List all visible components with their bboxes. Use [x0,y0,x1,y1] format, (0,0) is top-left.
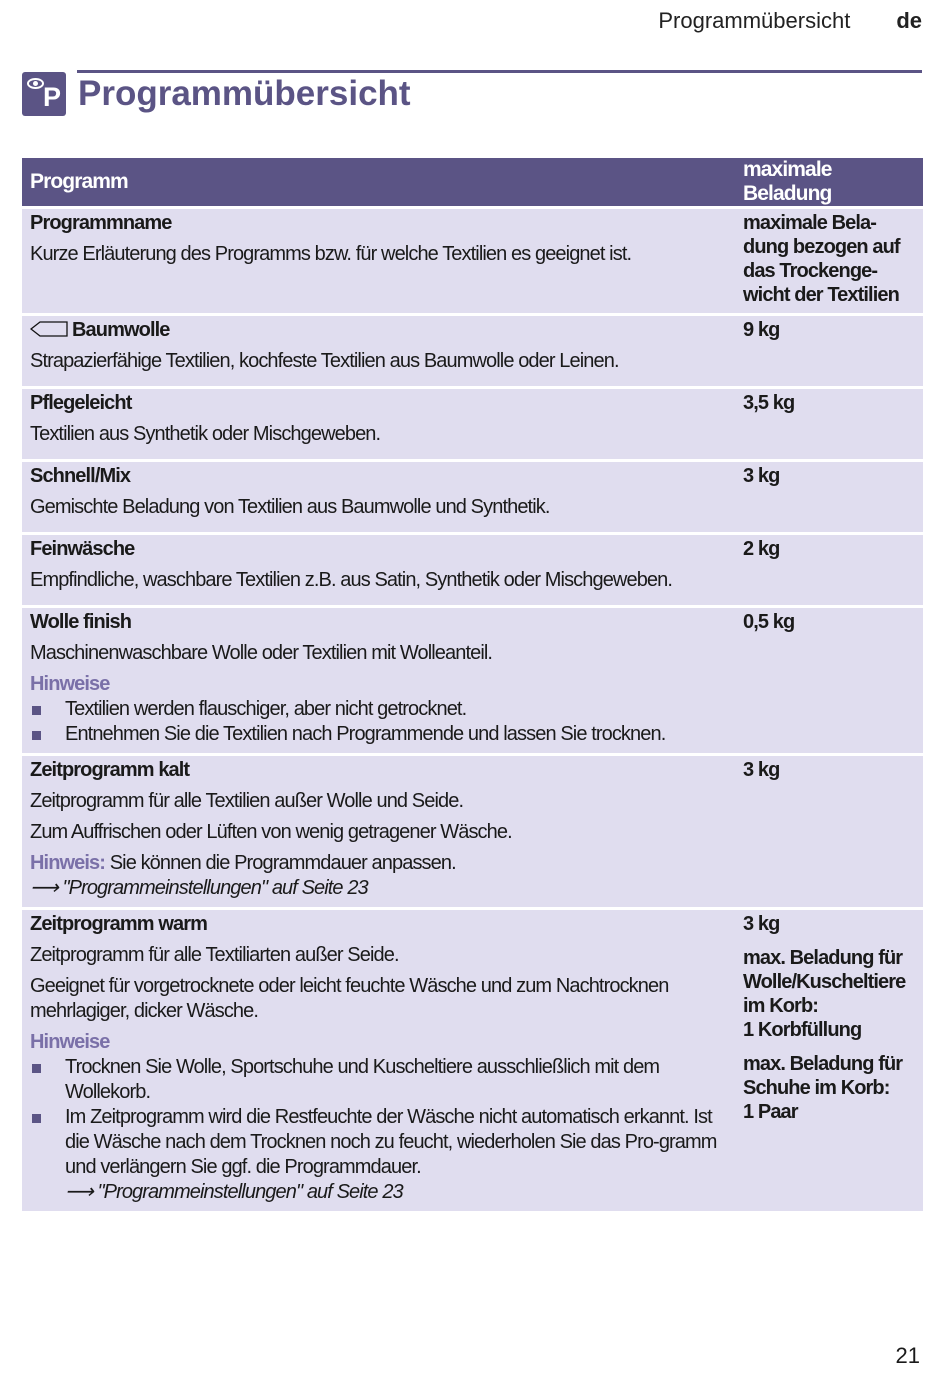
max-load: 3 kg [735,755,923,909]
running-header [658,8,922,34]
table-row [22,755,923,909]
program-desc: Strapazierfähige Textilien, kochfeste Textilien aus Baumwolle oder Leinen. [30,350,619,372]
program-name: Wolle finish [30,611,132,633]
arrow-icon: ⟶ [30,877,63,899]
program-desc: Zeitprogramm für alle Textilien außer Wolle und Seide. [30,790,464,812]
program-name: Zeitprogramm warm [30,913,207,935]
program-overview-icon [22,72,66,116]
program-table [22,158,923,1211]
hint-item: Textilien werden flauschiger, aber nicht getrocknet. [30,697,727,722]
column-header-load: maximale Beladung [735,158,923,208]
program-name: Zeitprogramm kalt [30,759,190,781]
table-row [22,461,923,534]
max-load-wool-basket: max. Beladung für Wolle/Kuscheltiere im Korb: [743,947,906,1017]
table-row [22,315,923,388]
header-rule [77,70,922,73]
program-desc: Empfindliche, waschbare Textilien z.B. aus Satin, Synthetik oder Mischgeweben. [30,569,673,591]
page-title: Programmübersicht [78,74,411,113]
column-header-program: Programm [22,158,735,208]
eye-icon [27,78,44,89]
program-name: Baumwolle [72,319,170,341]
legend-row [22,208,923,315]
hint-item: Im Zeitprogramm wird die Restfeuchte der Wäsche nicht automatisch erkannt. Ist die Wäsche nach dem Trocknen noch zu feucht, wiederholen Sie das Pro-gramm und verlängern Sie ggf. die Programmdauer. [30,1105,727,1180]
max-load: maximale Bela-dung bezogen auf das Trockenge-wicht der Textilien [735,208,923,315]
hint-item: Trocknen Sie Wolle, Sportschuhe und Kuscheltiere ausschließlich mit dem Wollekorb. [30,1055,727,1105]
page-reference-link[interactable]: "Programmeinstellungen" auf Seite 23 [97,1181,403,1203]
max-load: 3 kg [735,461,923,534]
program-name: Schnell/Mix [30,465,131,487]
max-load: 2 kg [735,534,923,607]
logo-letter: P [42,82,61,112]
program-desc: Kurze Erläuterung des Programms bzw. für welche Textilien es geeignet ist. [30,243,632,265]
program-name: Programmname [30,212,172,234]
hint-text: Sie können die Programmdauer anpassen. [109,852,456,874]
program-desc: Gemischte Beladung von Textilien aus Baumwolle und Synthetik. [30,496,550,518]
table-header [22,158,923,208]
max-load-shoes-basket-value: 1 Paar [743,1101,798,1123]
table-row [22,607,923,755]
hints-title: Hinweise [30,673,110,695]
arrow-icon: ⟶ [65,1181,98,1203]
max-load: 3,5 kg [735,388,923,461]
max-load: 3 kg [743,913,780,935]
hint-item: Entnehmen Sie die Textilien nach Programmende und lassen Sie trocknen. [30,722,727,747]
table-row [22,909,923,1212]
max-load: 9 kg [735,315,923,388]
cotton-shirt-icon [30,321,68,337]
program-desc: Textilien aus Synthetik oder Mischgeweben. [30,423,381,445]
table-row [22,388,923,461]
program-name: Pflegeleicht [30,392,132,414]
program-desc: Zeitprogramm für alle Textiliarten außer Seide. [30,944,399,966]
program-desc: Maschinenwaschbare Wolle oder Textilien mit Wolleanteil. [30,642,493,664]
page-number: 21 [895,1343,920,1368]
max-load-wool-basket-value: 1 Korbfüllung [743,1019,862,1041]
section-name: Programmübersicht [658,8,851,33]
program-name: Feinwäsche [30,538,135,560]
hint-label: Hinweis: [30,852,106,874]
max-load: 0,5 kg [735,607,923,755]
max-load-shoes-basket: max. Beladung für Schuhe im Korb: [743,1053,903,1099]
hints-title: Hinweise [30,1031,110,1053]
program-desc-2: Zum Auffrischen oder Lüften von wenig getragener Wäsche. [30,821,512,843]
page-reference-link[interactable]: "Programmeinstellungen" auf Seite 23 [62,877,368,899]
table-row [22,534,923,607]
program-desc-2: Geeignet für vorgetrocknete oder leicht feuchte Wäsche und zum Nachtrocknen mehrlagiger, dicker Wäsche. [30,975,669,1022]
language-code: de [896,8,922,33]
